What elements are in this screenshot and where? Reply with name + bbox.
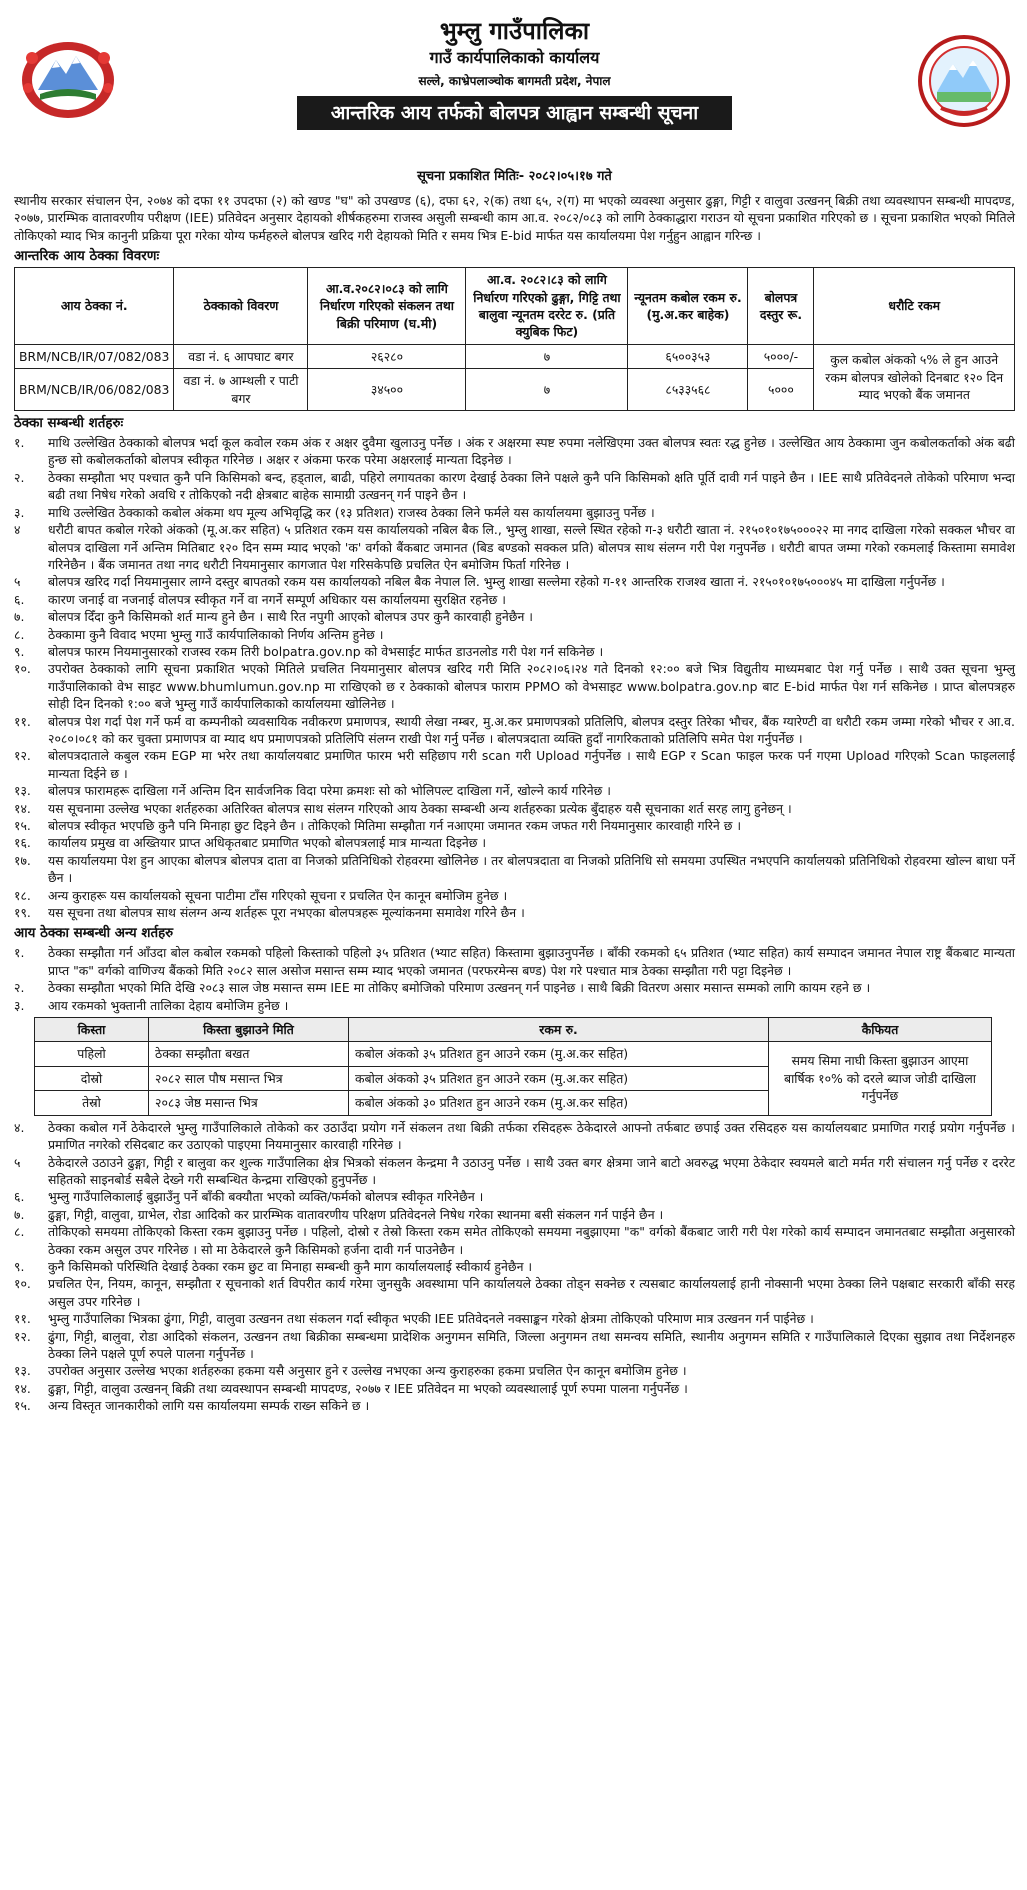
list-item <box>14 660 1015 712</box>
tender-id: BRM/NCB/IR/06/082/083 <box>15 369 174 411</box>
list-item <box>14 1328 1015 1363</box>
tender-id: BRM/NCB/IR/07/082/083 <box>15 344 174 368</box>
tender-min: ८५३३५६८ <box>628 369 748 411</box>
list-item <box>14 1310 1015 1327</box>
list-item <box>14 852 1015 887</box>
tender-qty: ३४५०० <box>308 369 466 411</box>
item-text: ढुङ्गा, गिट्टी, वालुवा, ग्राभेल, रोडा आदिको कर प्रारम्भिक वातावरणीय परिक्षण प्रतिवेदनले निषेध गरेका स्थानमा बसी संकलन गर्न पाईने छैन । <box>48 1206 664 1222</box>
item-number: १५. <box>14 818 31 833</box>
item-text: ढुंगा, गिट्टी, बालुवा, रोडा आदिको संकलन, उत्खनन तथा बिक्रीका सम्बन्धमा प्रादेशिक अनुगमन समिति, जिल्ला अनुगमन तथा समन्वय समिति, स्थानीय अनुगमन समिति र गाउँपालिकाले दिएका सुझाव तथा निर्देशनहरु ठेक्का लिने पक्षले पूर्ण रुपले पालना गर्नुपर्नेछ । <box>48 1328 1015 1361</box>
list-item <box>14 591 1015 608</box>
table-header: किस्ता बुझाउने मिति <box>149 1018 349 1042</box>
notice-header <box>14 16 1015 164</box>
table-header: ठेक्काको विवरण <box>174 268 308 345</box>
item-text: बोलपत्र स्वीकृत भएपछि कुनै पनि मिनाहा छुट दिइने छैन । तोकिएको मितिमा सम्झौता गर्न नआएमा जमानत रकम जफत गरी नियमानुसार कारवाही गरिने छ । <box>48 818 742 833</box>
item-number: १. <box>14 945 25 961</box>
item-number: १८. <box>14 887 31 903</box>
item-text: ठेक्का सम्झौता भएको मिति देखि २०८३ साल जेष्ठ मसान्त सम्म IEE मा तोकिए बमोजिको परिमाण उत्खनन् गर्न पाइनेछ । साथै बिक्री वितरण असार मसान्त सम्मको लागि कायम रहने छ । <box>48 980 871 996</box>
tender-desc: वडा नं. ६ आपघाट बगर <box>174 344 308 368</box>
item-number: ८. <box>14 1224 25 1240</box>
item-text: बोलपत्रदाताले कबुल रकम EGP मा भरेर तथा कार्यालयबाट प्रमाणित फारम भरी सहिछाप गरी scan गरी Upload गर्नुपर्नेछ । साथै EGP र Scan फाइल फरक पर्न गएमा Upload गरिएको Scan फाइललाई मान्यता दिईने छ । <box>48 748 1015 781</box>
installment-amount: कबोल अंकको ३५ प्रतिशत हुन आउने रकम (मु.अ.कर सहित) <box>349 1042 769 1066</box>
conditions-title: ठेक्का सम्बन्धी शर्तहरुः <box>14 416 124 432</box>
tender-fee: ५०००/- <box>748 344 814 368</box>
intro-paragraph: स्थानीय सरकार संचालन ऐन, २०७४ को दफा ११ उपदफा (२) को खण्ड "घ" को उपखण्ड (६), दफा ६२, २(क) तथा ६५, २(ग) मा भएको व्यवस्था अनुसार ढुङ्गा, गिट्टी र वालुवा उत्खनन् बिक्री तथा व्यवस्थापन सम्बन्धी मापदण्ड, २०७७, प्रारम्भिक वातावरणीय परीक्षण (IEE) प्रतिवेदन अनुसार देहायको शीर्षकहरुमा राजस्व असुली सम्बन्धी काम आ.व. २०८२/०८३ को लागि ठेक्काद्धारा गराउन यो सूचना प्रकाशित गरिएको छ । सूचना प्रकाशित भएको मितिले तोकिएको म्याद भित्र कानुनी प्रक्रिया पूरा गरेका योग्य फर्महरुले बोलपत्र खरिद गरी देहायको मिति र समय भित्र E-bid मार्फत यस कार्यालयमा पेश गर्नुहुन आह्वान गरिन्छ । <box>14 193 1015 243</box>
list-item <box>14 521 1015 573</box>
item-number: ६. <box>14 591 25 607</box>
item-text: माथि उल्लेखित ठेक्काको बोलपत्र भर्दा कूल कवोल रकम अंक र अक्षर दुवैमा खुलाउनु पर्नेछ । अंक र अक्षरमा स्पष्ट रुपमा नलेखिएमा उक्त बोलपत्र स्वतः रद्ध हुनेछ । उल्लेखित आय ठेक्कामा जुन कबोलकर्ताको अंक बढी हुन्छ सो कबोलकर्ताको बोलपत्र स्वीकृत गरिनेछ । अक्षर र अंकमा फरक परेमा अक्षरलाई मान्यता दिइनेछ । <box>48 435 1015 468</box>
item-number: ९. <box>14 643 25 659</box>
installment-amount: कबोल अंकको ३० प्रतिशत हुन आउने रकम (मु.अ.कर सहित) <box>349 1091 769 1115</box>
conditions-list <box>14 434 1015 921</box>
tender-deposit: कुल कबोल अंकको ५% ले हुन आउने रकम बोलपत्र खोलेको दिनबाट १२० दिन म्याद भएको बैंक जमानत <box>814 344 1015 410</box>
item-text: आय रकमको भुक्तानी तालिका देहाय बमोजिम हुनेछ । <box>48 997 289 1013</box>
item-number: ११. <box>14 713 31 729</box>
tender-fee: ५००० <box>748 369 814 411</box>
item-number: ५ <box>14 1154 21 1170</box>
list-item <box>14 800 1015 817</box>
installment-name: तेस्रो <box>35 1091 149 1115</box>
notice-title: आन्तरिक आय तर्फको बोलपत्र आह्वान सम्बन्धी सूचना <box>297 96 732 130</box>
list-item <box>14 817 1015 834</box>
nepal-emblem-icon <box>18 38 118 120</box>
item-number: १५. <box>14 1398 31 1414</box>
municipality-seal-icon <box>917 34 1011 128</box>
item-text: तोकिएको समयमा तोकिएको किस्ता रकम बुझाउनु पर्नेछ । पहिलो, दोस्रो र तेस्रो किस्ता रकम समेत तोकिएको समयमा नबुझाएमा "क" वर्गको बैंकबाट जारी गरी पेश गरेको कार्य सम्पादन जमानतबाट सम्झौता अनुसारको ठेक्का रकम असुल उपर गरिनेछ । सो मा ठेकेदारले कुनै किसिमको हर्जना दावी गर्न पाउनेछैन । <box>48 1224 1015 1257</box>
item-number: १०. <box>14 661 31 677</box>
table-header: कैफियत <box>769 1018 992 1042</box>
item-text: उपरोक्त अनुसार उल्लेख भएका शर्तहरुका हकमा यसै अनुसार हुने र उल्लेख नभएका अन्य कुराहरुका हकमा प्रचलित ऐन कानून बमोजिम हुनेछ । <box>48 1363 687 1379</box>
item-text: ठेक्कामा कुनै विवाद भएमा भुम्लु गाउँ कार्यपालिकाको निर्णय अन्तिम हुनेछ । <box>48 626 384 642</box>
table-header: आय ठेक्का नं. <box>15 268 174 345</box>
item-text: बोलपत्र पेश गर्दा पेश गर्ने फर्म वा कम्पनीको व्यवसायिक नवीकरण प्रमाणपत्र, स्थायी लेखा नम्बर, मु.अ.कर प्रमाणपत्रको प्रतिलिपि, बोलपत्र दस्तुर तिरेका भौचर, बैंक ग्यारेण्टी वा धरौटी रकम जम्मा गरेको भौचर र आ.व. २०८०।०८१ को कर चुक्ता प्रमाणपत्र वा म्याद थप प्रमाणपत्रको प्रतिलिपि संलग्न राखी पेश गर्नु पर्नेछ । बोलपत्रदाता व्यक्ति हुदाँ नागरिकताको प्रतिलिपि समेत पेश गर्नुपर्नेछ । <box>48 713 1015 746</box>
list-item <box>14 434 1015 469</box>
list-item <box>14 1206 1015 1223</box>
item-number: ३. <box>14 997 25 1013</box>
publish-date: सूचना प्रकाशित मितिः- २०८२।०५।१७ गते <box>417 169 612 184</box>
table1-title: आन्तरिक आय ठेक्का विवरणः <box>14 249 160 265</box>
item-text: धरौटी बापत कबोल गरेको अंकको (मू.अ.कर सहित) ५ प्रतिशत रकम यस कार्यालयको नबिल बैक लि., भुम्लु शाखा, सल्ले स्थित रहेको ग-३ धरौटी खाता नं. २१५०१०१७५०००२२ मा नगद दाखिला गरेको सक्कल भौचर वा बोलपत्र दाखिला गर्ने अन्तिम मितिबाट १२० दिन सम्म म्याद भएको 'क' वर्गको बैंकबाट जमानत (बिड बण्डको सक्कल प्रति) बोलपत्र साथ संलग्न गरी पेश गनुपर्नेछ । धरौटी बापत जम्मा गरेको रकमलाई किस्तामा समावेश गरिनेछैन । बैंक जमानत तथा नगद धरौटी नियमानुसार कागजात पेश गरिसकेपछि प्रचलित ऐन बमोजिम फिर्ता गरिनेछ । <box>48 522 1015 572</box>
list-item <box>14 979 1015 996</box>
item-text: भुम्लु गाउँपालिका भित्रका ढुंगा, गिट्टी, वालुवा उत्खनन तथा संकलन गर्दा स्वीकृत भएकी IEE प्रतिवेदनले नक्साङ्कन गरेको क्षेत्रमा तोकिएको परिमाण मात्र उत्खनन गर्न पाईनेछ । <box>48 1311 814 1327</box>
item-number: १४. <box>14 800 31 816</box>
list-item <box>14 944 1015 979</box>
item-text: अन्य कुराहरू यस कार्यालयको सूचना पाटीमा टाँस गरिएको सूचना र प्रचलित ऐन कानून बमोजिम हुनेछ । <box>48 887 508 903</box>
list-item <box>14 573 1015 590</box>
list-item <box>14 997 1015 1014</box>
table-header: रकम रु. <box>349 1018 769 1042</box>
item-text: ठेक्का सम्झौता गर्न आँउदा बोल कबोल रकमको पहिलो किस्ताको पहिलो ३५ प्रतिशत (भ्याट सहित) किस्तामा बुझाउनुपर्नेछ । बाँकी रकमको ६५ प्रतिशत (भ्याट सहित) कार्य सम्पादन जमानत नेपाल राष्ट्र बैंकबाट मान्यता प्राप्त "क" वर्गको वाणिज्य बैंकको मिति २०८२ साल असोज मसान्त सम्म म्याद भएको जमानत (परफरमेन्स बण्ड) पेश गरे पश्चात मात्र ठेक्का सम्झौता गरी पट्टा दिइनेछ । <box>48 945 1015 978</box>
list-item <box>14 608 1015 625</box>
table-header: न्यूनतम कबोल रकम रु. (मु.अ.कर बाहेक) <box>628 268 748 345</box>
item-number: ८. <box>14 626 25 642</box>
item-number: ६. <box>14 1189 25 1205</box>
item-text: यस कार्यालयमा पेश हुन आएका बोलपत्र बोलपत्र दाता वा निजको प्रतिनिधिको रोहवरमा खोलिनेछ । तर बोलपत्रदाता वा निजको प्रतिनिधि सो समयमा उपस्थित नभएपनि कार्यालयको प्रतिनिधिको रोहवरमा खोल्न बाधा पर्ने छैन । <box>48 852 1015 886</box>
tender-desc: वडा नं. ७ आम्थली र पाटी बगर <box>174 369 308 411</box>
office-address: सल्ले, काभ्रेपलाञ्चोक बागमती प्रदेश, नेपाल <box>418 74 611 88</box>
list-item <box>14 904 1015 921</box>
table-header-row <box>15 268 1015 345</box>
list-item <box>14 887 1015 904</box>
list-item <box>14 504 1015 521</box>
tender-details-table <box>14 267 1015 411</box>
list-item <box>14 1154 1015 1189</box>
installment-date: ठेक्का सम्झौता बखत <box>149 1042 349 1066</box>
list-item <box>14 713 1015 748</box>
item-text: कार्यालय प्रमुख वा अख्तियार प्राप्त अधिकृतबाट प्रमाणित भएको बोलपत्रलाई मात्र मान्यता दिइनेछ । <box>48 835 487 851</box>
installment-date: २०८३ जेष्ठ मसान्त भित्र <box>149 1091 349 1115</box>
item-text: ढुङ्गा, गिट्टी, वालुवा उत्खनन् बिक्री तथा व्यवस्थापन सम्बन्धी मापदण्ड, २०७७ र IEE प्रतिवेदन मा भएको व्यवस्थालाई पूर्ण रुपमा पालना गर्नुपर्नेछ । <box>48 1380 688 1396</box>
list-item <box>14 1188 1015 1205</box>
item-number: ३. <box>14 504 25 520</box>
item-number: १२. <box>14 1328 31 1344</box>
list-item <box>14 1119 1015 1154</box>
list-item <box>14 1275 1015 1310</box>
tender-qty: २६२८० <box>308 344 466 368</box>
item-number: १९. <box>14 905 31 921</box>
list-item <box>14 469 1015 504</box>
other-conditions-list-continued <box>14 1119 1015 1415</box>
item-number: ७. <box>14 609 25 625</box>
item-text: ठेकेदारले उठाउने ढुङ्गा, गिट्टी र बालुवा कर शुल्क गाउँपालिका क्षेत्र भित्रको संकलन केन्द्रमा नै उठाउनु पर्नेछ । साथै उक्त बगर क्षेत्रमा जाने बाटो अवरुद्ध भएमा ठेकेदार स्वयमले बाटो मर्मत गरी संचालन गर्नु पर्नेछ र दररेट सहितको साइनबोर्ड सबैले देख्ने गरी सम्बन्धित केन्द्रमा राखिएको हुनुपर्नेछ । <box>48 1154 1015 1187</box>
item-number: १. <box>14 435 25 451</box>
tender-rate: ७ <box>466 369 628 411</box>
item-number: १०. <box>14 1276 31 1292</box>
installment-name: पहिलो <box>35 1042 149 1066</box>
table-row <box>35 1042 992 1066</box>
item-number: १२. <box>14 748 31 764</box>
item-number: २. <box>14 980 25 996</box>
list-item <box>14 1362 1015 1379</box>
list-item <box>14 1380 1015 1397</box>
item-number: १७. <box>14 852 31 868</box>
list-item <box>14 1223 1015 1258</box>
table-header: बोलपत्र दस्तुर रू. <box>748 268 814 345</box>
tender-rate: ७ <box>466 344 628 368</box>
item-text: बोलपत्र फारम नियमानुसारको राजस्व रकम तिरी bolpatra.gov.np को वेभसाईट मार्फत डाउनलोड गरी पेश गर्न सकिनेछ । <box>48 643 604 659</box>
item-text: भुम्लु गाउँपालिकालाई बुझाउँनु पर्ने बाँकी बक्यौता भएको व्यक्ति/फर्मको बोलपत्र स्वीकृत गरिनेछैन । <box>48 1189 484 1205</box>
other-conditions-title: आय ठेक्का सम्बन्धी अन्य शर्तहरु <box>14 926 174 942</box>
item-text: बोलपत्र खरिद गर्दा नियमानुसार लाग्ने दस्तुर बापतको रकम यस कार्यालयको नबिल बैक नेपाल लि. भुम्लु शाखा सल्लेमा रहेको ग-११ आन्तरिक राजश्व खाता नं. २१५०१०१७५०००४५ मा दाखिला गर्नुपर्नेछ । <box>48 574 945 590</box>
item-text: कारण जनाई वा नजनाई वोलपत्र स्वीकृत गर्ने वा नगर्ने सम्पूर्ण अधिकार यस कार्यालयमा सुरक्षित रहनेछ । <box>48 591 506 607</box>
item-number: १६. <box>14 835 31 851</box>
item-number: १४. <box>14 1380 31 1396</box>
list-item <box>14 1258 1015 1275</box>
item-text: ठेक्का सम्झौता भए पश्चात कुनै पनि किसिमको बन्द, हड्ताल, बाढी, पहिरो लगायतका कारण देखाई ठेक्का लिने पक्षले कुनै पनि किसिमको क्षति पूर्ति दावी गर्न पाइने छैन । IEE साथै प्रतिवेदनले तोकेको परिमाण भन्दा बढी तथा निषेध गरेको अवधि र तोकिएको नदी क्षेत्रबाट बाहेक सामाग्री उत्खनन् गर्न पाइने छैन । <box>48 469 1015 503</box>
list-item <box>14 626 1015 643</box>
org-name: भुम्लु गाउँपालिका <box>439 17 590 45</box>
item-text: यस सूचनामा उल्लेख भएका शर्तहरुका अतिरिक्त बोलपत्र साथ संलग्न गरिएको आय ठेक्का सम्बन्धी अन्य शर्तहरुका प्रत्येक बुँदाहरु यसै सूचनाका शर्त सरह लागु हुनेछन् । <box>48 800 792 816</box>
item-number: १३. <box>14 783 31 799</box>
list-item <box>14 834 1015 851</box>
item-number: ४ <box>14 522 21 538</box>
tender-min: ६५००३५३ <box>628 344 748 368</box>
list-item <box>14 643 1015 660</box>
item-number: २. <box>14 469 25 485</box>
table-header-row <box>35 1018 992 1042</box>
item-text: यस सूचना तथा बोलपत्र साथ संलग्न अन्य शर्तहरू पूरा नभएका बोलपत्रहरू मूल्यांकनमा समावेश गरिने छैन । <box>48 905 525 921</box>
item-text: अन्य विस्तृत जानकारीको लागि यस कार्यालयमा सम्पर्क राख्न सकिने छ । <box>48 1398 370 1414</box>
table-header: धरौटि रकम <box>814 268 1015 345</box>
item-text: प्रचलित ऐन, नियम, कानून, सम्झौता र सूचनाको शर्त विपरीत कार्य गरेमा जुनसुकै अवस्थामा पनि कार्यालयले ठेक्का तोड्न सक्नेछ र त्यसबाट कार्यालयलाई हानी नोक्सानी भएमा ठेक्का लिने पक्षबाट सरकारी बाँकी सरह असुल उपर गरिनेछ । <box>48 1276 1015 1309</box>
installment-remark: समय सिमा नाघी किस्ता बुझाउन आएमा बार्षिक १०% को दरले ब्याज जोडी दाखिला गर्नुपर्नेछ <box>769 1042 992 1115</box>
item-number: १३. <box>14 1363 31 1379</box>
item-text: बोलपत्र फारामहरू दाखिला गर्ने अन्तिम दिन सार्वजनिक विदा परेमा क्रमशः सो को भोलिपल्ट दाखिला गर्ने, खोल्ने कार्य गरिनेछ । <box>48 783 611 799</box>
office-name: गाउँ कार्यपालिकाको कार्यालय <box>429 48 600 67</box>
item-text: बोलपत्र दिँदा कुनै किसिमको शर्त मान्य हुने छैन । साथै रित नपुगी आएको बोलपत्र उपर कुनै कारवाही हुनेछैन । <box>48 609 533 625</box>
other-conditions-list <box>14 944 1015 1014</box>
item-number: ९. <box>14 1258 25 1274</box>
item-text: उपरोक्त ठेक्काको लागि सूचना प्रकाशित भएको मितिले प्रचलित नियमानुसार बोलपत्र खरिद गरी मिति २०८२।०६।२४ गते दिनको १२:०० बजे भित्र विद्युतीय माध्यमबाट पेश गर्नु पर्नेछ । साथै उक्त सूचना भुम्लु गाउँपालिकाको वेभ साइट www.bhumlumun.gov.np मा राखिएको छ र ठेक्काको बोलपत्र फाराम PPMO को वेभसाइट www.bolpatra.gov.np बाट E-bid मार्फत पेश गर्न सकिनेछ । प्राप्त बोलपत्रहरु सोही दिन दिनको १:०० बजे भुम्लु गाउँ कार्यपालिकाको कार्यालयमा खोलिनेछ । <box>48 661 1015 712</box>
installment-name: दोस्रो <box>35 1066 149 1090</box>
item-number: ४. <box>14 1119 25 1135</box>
item-number: ११. <box>14 1311 31 1327</box>
list-item <box>14 782 1015 799</box>
table-header: किस्ता <box>35 1018 149 1042</box>
installment-table <box>34 1017 992 1116</box>
list-item <box>14 1397 1015 1414</box>
table-header: आ.व. २०८२।८३ को लागि निर्धारण गरिएको ढुङ्गा, गिट्टि तथा बालुवा न्यूनतम दररेट रु. (प्रति क्युबिक फिट) <box>466 268 628 345</box>
item-text: कुनै किसिमको परिस्थिति देखाई ठेक्का रकम छुट वा मिनाहा सम्बन्धी कुनै माग कार्यालयलाई स्वीकार्य हुनेछैन । <box>48 1258 533 1274</box>
item-number: ५ <box>14 574 21 590</box>
item-text: ठेक्का कबोल गर्ने ठेकेदारले भुम्लु गाउँपालिकाले तोकेको कर उठाउँदा प्रयोग गर्ने संकलन तथा बिक्री तर्फका रसिदहरू ठेकेदारले आफ्नो तर्फबाट छपाई उक्त रसिदहरु यस कार्यालयबाट प्रमाणित गराई प्रयोग गर्नुपर्नेछ । प्रमाणित नगरेको रसिदबाट कर उठाएको पाइएमा नियमानुसार कारवाही गरिनेछ । <box>48 1119 1015 1153</box>
installment-amount: कबोल अंकको ३५ प्रतिशत हुन आउने रकम (मु.अ.कर सहित) <box>349 1066 769 1090</box>
table-row <box>15 344 1015 368</box>
item-number: ७. <box>14 1206 25 1222</box>
item-text: माथि उल्लेखित ठेक्काको कबोल अंकमा थप मूल्य अभिवृद्धि कर (१३ प्रतिशत) राजस्व ठेक्का लिने फर्मले यस कार्यालयमा बुझाउनु पर्नेछ । <box>48 504 655 520</box>
installment-date: २०८२ साल पौष मसान्त भित्र <box>149 1066 349 1090</box>
table-header: आ.व.२०८२।०८३ को लागि निर्धारण गरिएको संकलन तथा बिक्री परिमाण (घ.मी) <box>308 268 466 345</box>
list-item <box>14 747 1015 782</box>
